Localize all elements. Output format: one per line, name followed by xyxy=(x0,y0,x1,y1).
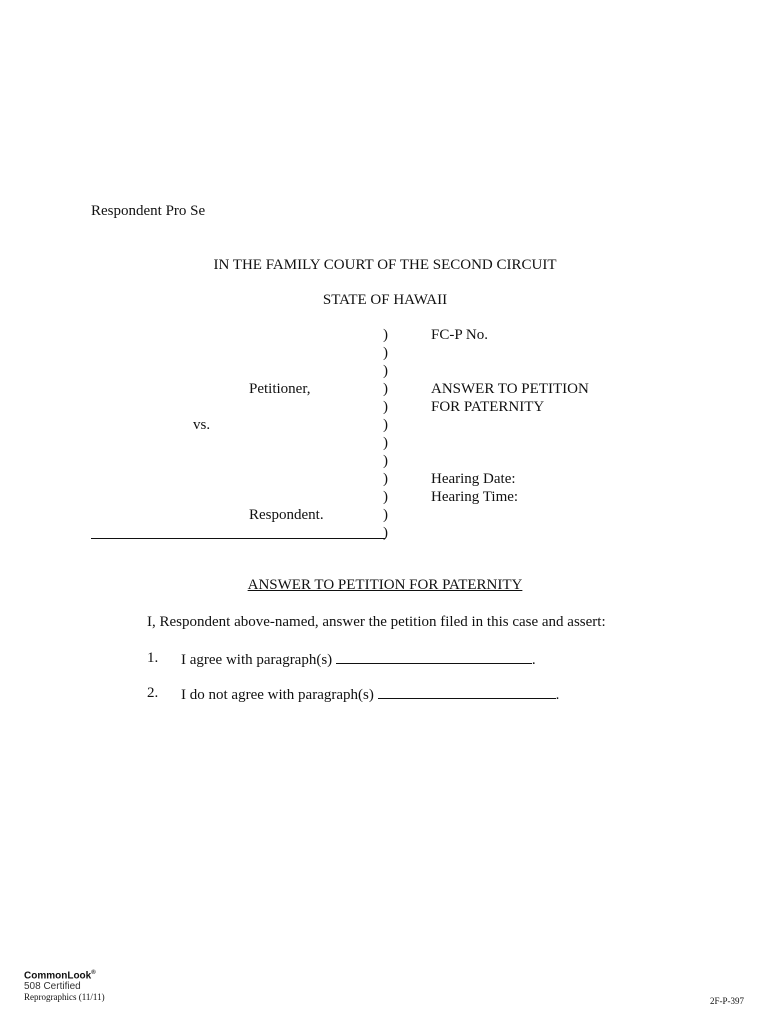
logo-name: CommonLook xyxy=(24,970,92,982)
petitioner-label: Petitioner, xyxy=(249,381,311,397)
answer-item-2-text xyxy=(181,684,559,704)
answer-item-1-text xyxy=(181,649,536,669)
answer-item-1 xyxy=(147,649,158,667)
caption-paren: ) xyxy=(383,381,388,397)
logo-mark: ® xyxy=(91,970,96,976)
item-number: 2. xyxy=(147,685,159,701)
document-title-line-2: FOR PATERNITY xyxy=(431,399,545,415)
case-number-label: FC-P No. xyxy=(431,327,488,343)
reprographics-note: Reprographics (11/11) xyxy=(24,992,105,1002)
caption-paren: ) xyxy=(383,345,388,361)
answer-item-2 xyxy=(147,684,158,702)
item-text: I do not agree with paragraph(s) xyxy=(181,687,374,703)
paragraph-disagree-field[interactable] xyxy=(378,684,556,699)
hearing-time-label: Hearing Time: xyxy=(431,489,519,505)
caption-paren: ) xyxy=(383,525,388,541)
caption-rule xyxy=(91,538,385,539)
commonlook-logo xyxy=(24,968,96,992)
court-name: IN THE FAMILY COURT OF THE SECOND CIRCUIT xyxy=(213,257,557,273)
party-status: Respondent Pro Se xyxy=(91,203,206,219)
respondent-label: Respondent. xyxy=(249,507,324,523)
paragraph-agree-field[interactable] xyxy=(336,649,532,664)
caption-paren: ) xyxy=(383,399,388,415)
item-period: . xyxy=(555,687,560,703)
answer-intro: I, Respondent above-named, answer the petition filed in this case and assert: xyxy=(147,614,606,630)
caption-paren: ) xyxy=(383,489,388,505)
caption-paren: ) xyxy=(383,435,388,451)
form-number: 2F-P-397 xyxy=(710,996,745,1006)
answer-heading: ANSWER TO PETITION FOR PATERNITY xyxy=(247,577,523,593)
hearing-date-label: Hearing Date: xyxy=(431,471,516,487)
item-number: 1. xyxy=(147,650,159,666)
vs-label: vs. xyxy=(193,417,211,433)
caption-paren: ) xyxy=(383,417,388,433)
caption-paren: ) xyxy=(383,471,388,487)
caption-paren: ) xyxy=(383,507,388,523)
caption-paren: ) xyxy=(383,327,388,343)
logo-subtitle: 508 Certified xyxy=(24,981,81,993)
caption-paren: ) xyxy=(383,363,388,379)
document-title-line-1: ANSWER TO PETITION xyxy=(431,381,589,397)
item-period: . xyxy=(531,652,536,668)
caption-paren: ) xyxy=(383,453,388,469)
item-text: I agree with paragraph(s) xyxy=(181,652,333,668)
court-state: STATE OF HAWAII xyxy=(322,292,448,308)
